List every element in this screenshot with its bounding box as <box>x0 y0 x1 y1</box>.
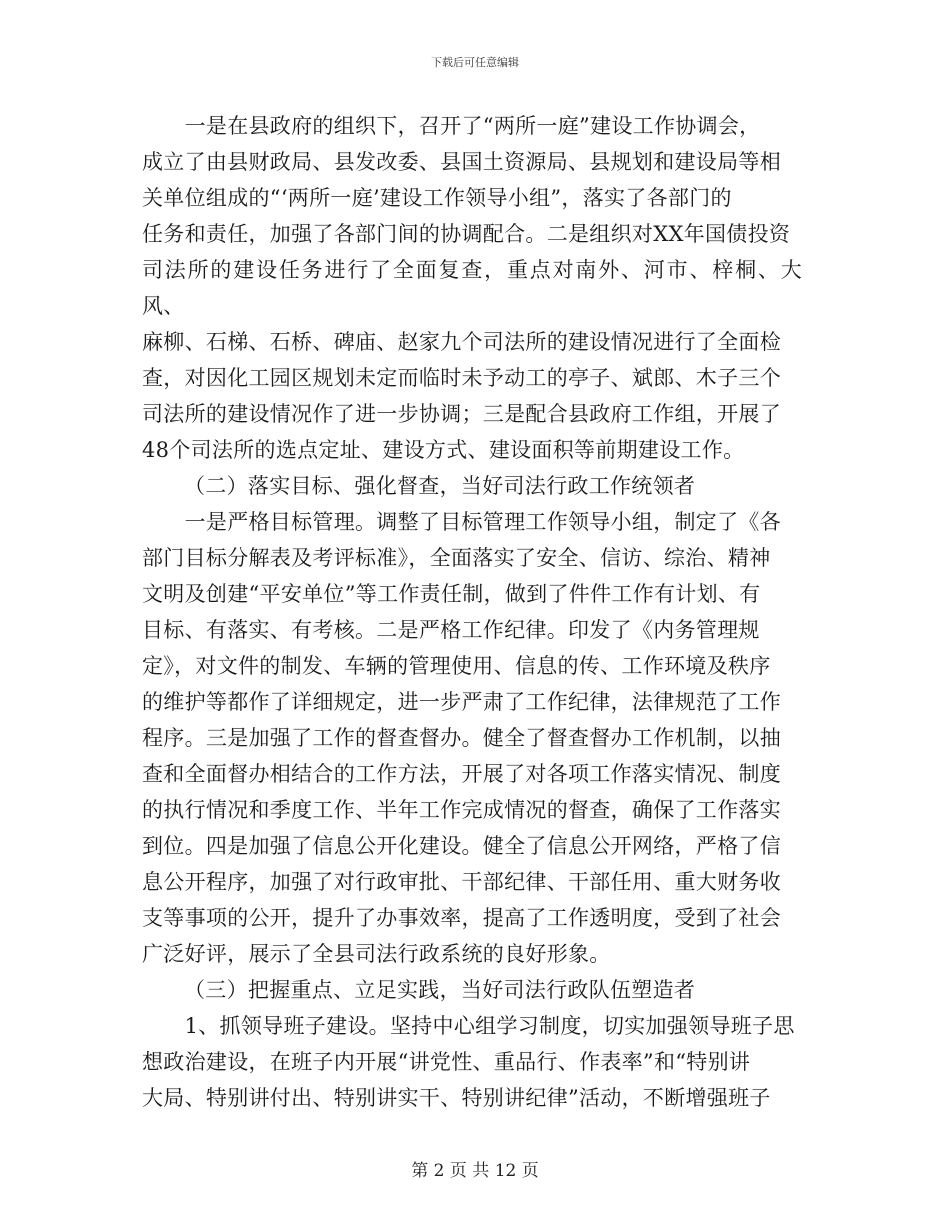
paragraph-target-management: 一是严格目标管理。调整了目标管理工作领导小组，制定了《各 部门目标分解表及考评标准》，全面落实了安全、信访、综治、精神 文明及创建“平安单位”等工作责任制，做到了件件工作有计划、有 目标、有落实、有考核。二是严格工作纪律。印发了《内务管理规 定》，对文件的制发、车辆的管理使用、信息的传、工作环境及秩序 的维护等都作了详细规定，进一步严肃了工作纪律，法律规范了工作 程序。三是加强了工作的督查督办。健全了督查督办工作机制，以抽 查和全面督办相结合的工作方法，开展了对各项工作落实情况、制度 的执行情况和季度工作、半年工作完成情况的督查，确保了工作落实 到位。四是加强了信息公开化建设。健全了信息公开网络，严格了信 息公开程序，加强了对行政审批、干部纪律、干部任用、重大财务收 支等事项的公开，提升了办事效率，提高了工作透明度，受到了社会 广泛好评，展示了全县司法行政系统的良好形象。 <box>142 510 781 966</box>
page-number: 第 2 页 共 12 页 <box>411 1161 539 1181</box>
section-heading-2: （二）落实目标、强化督查，当好司法行政工作统领者 <box>184 474 696 498</box>
paragraph-intro-measures: 一是在县政府的组织下，召开了“两所一庭”建设工作协调会， 成立了由县财政局、县发改委、县国土资源局、县规划和建设局等相 关单位组成的“‘两所一庭’建设工作领导小组”，落实了各部门的 任务和责任，加强了各部门间的协调配合。二是组织对XX年国债投资 司法所的建设任务进行了全面复查，重点对南外、河市、梓桐、大风、 麻柳、石梯、石桥、碑庙、赵家九个司法所的建设情况进行了全面检 查，对因化工园区规划未定而临时未予动工的亭子、斌郎、木子三个 司法所的建设情况作了进一步协调；三是配合县政府工作组，开展了 48个司法所的选点定址、建设方式、建设面积等前期建设工作。 <box>142 114 802 462</box>
paragraph-leadership-building: 1、抓领导班子建设。坚持中心组学习制度，切实加强领导班子思 想政治建设，在班子内开展“讲党性、重品行、作表率”和“特别讲 大局、特别讲付出、特别讲实干、特别讲纪律”活动，不断增强班子 <box>142 1014 795 1110</box>
document-body <box>142 108 802 1116</box>
section-heading-3: （三）把握重点、立足实践，当好司法行政队伍塑造者 <box>184 978 696 1002</box>
page-header-note: 下载后可任意编辑 <box>431 56 519 69</box>
